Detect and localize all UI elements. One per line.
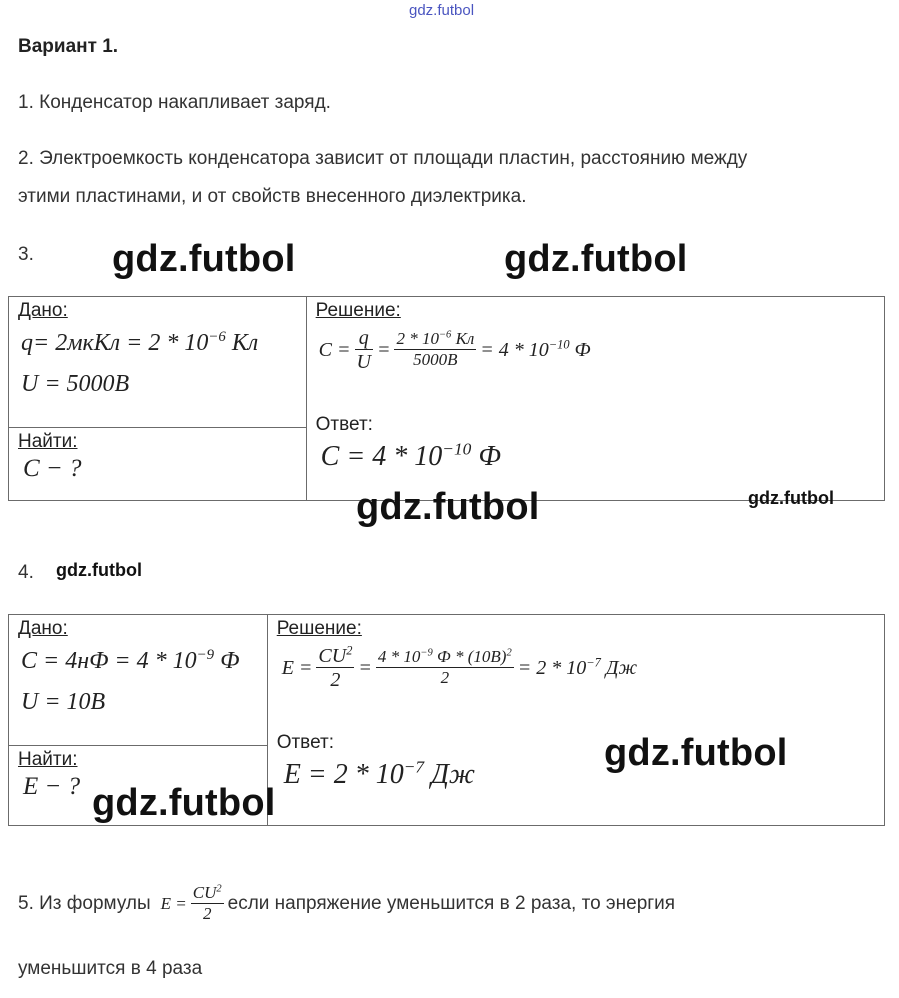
task-4-given-capacitance: $C = 4нФ = 4 * 10^{-9}$ Ф bbox=[21, 647, 240, 674]
task-3-given-charge: q= 2мкКл = $2 * 10^{-6}$ Кл bbox=[21, 329, 259, 356]
given-label: Дано: bbox=[18, 618, 68, 639]
answer-2-line-1: 2. Электроемкость конденсатора зависит от площади пластин, расстоянию между bbox=[18, 148, 748, 169]
answer-label: Ответ: bbox=[315, 414, 373, 435]
task-3-given-cell bbox=[9, 297, 307, 428]
task-3-table bbox=[8, 296, 885, 501]
task-3-number: 3. bbox=[18, 244, 34, 265]
page-title: Вариант 1. bbox=[18, 36, 119, 57]
answer-1: 1. Конденсатор накапливает заряд. bbox=[18, 92, 331, 113]
watermark: gdz.futbol bbox=[356, 486, 540, 528]
task-3-find-value: C − ? bbox=[23, 455, 82, 482]
watermark-top: gdz.futbol bbox=[409, 2, 475, 19]
task-4-given-cell bbox=[9, 615, 268, 746]
task-3-find-cell bbox=[9, 428, 307, 501]
task-3-solution-cell bbox=[306, 297, 884, 501]
watermark: gdz.futbol bbox=[504, 238, 688, 280]
task-4-answer: $E = 2 * 10^{-7}$ Дж bbox=[283, 757, 475, 790]
find-label: Найти: bbox=[18, 431, 78, 452]
watermark: gdz.futbol bbox=[112, 238, 296, 280]
task-3-answer: $C = 4 * 10^{-10}$ Ф bbox=[320, 439, 501, 472]
answer-5-line-2: уменьшится в 4 раза bbox=[18, 958, 203, 979]
answer-5-line-1: 5. Из формулы E = $\frac{CU^2}{2}$ если напряжение уменьшится в 2 раза, то энергия bbox=[18, 883, 676, 923]
task-3-solution-formula: C = $\frac{q}{U}$ = $\frac{2 * 10^{-6} Кл}{5000В}$ = $4 * 10^{-10}$ Ф bbox=[318, 327, 591, 373]
find-label: Найти: bbox=[18, 749, 78, 770]
solution-label: Решение: bbox=[315, 300, 401, 321]
given-label: Дано: bbox=[18, 300, 68, 321]
task-4-solution-cell bbox=[267, 615, 884, 826]
answer-label: Ответ: bbox=[276, 732, 334, 753]
watermark: gdz.futbol bbox=[604, 732, 788, 774]
task-4-given-voltage: U = 10В bbox=[21, 689, 106, 715]
watermark-small: gdz.futbol bbox=[748, 488, 834, 508]
task-4-find-value: E − ? bbox=[23, 773, 81, 800]
task-3-given-voltage: U = 5000В bbox=[21, 371, 130, 397]
task-4-solution-formula: E = $\frac{CU^2}{2}$ = $\frac{4 * 10^{-9} Ф * (10В)^2}{2}$ = $2 * 10^{-7}$ Дж bbox=[281, 643, 638, 691]
task-4-number: 4. bbox=[18, 562, 34, 583]
watermark-small: gdz.futbol bbox=[56, 560, 142, 580]
watermark: gdz.futbol bbox=[92, 782, 276, 824]
answer-2-line-2: этими пластинами, и от свойств внесенного диэлектрика. bbox=[18, 186, 527, 207]
solution-label: Решение: bbox=[276, 618, 362, 639]
